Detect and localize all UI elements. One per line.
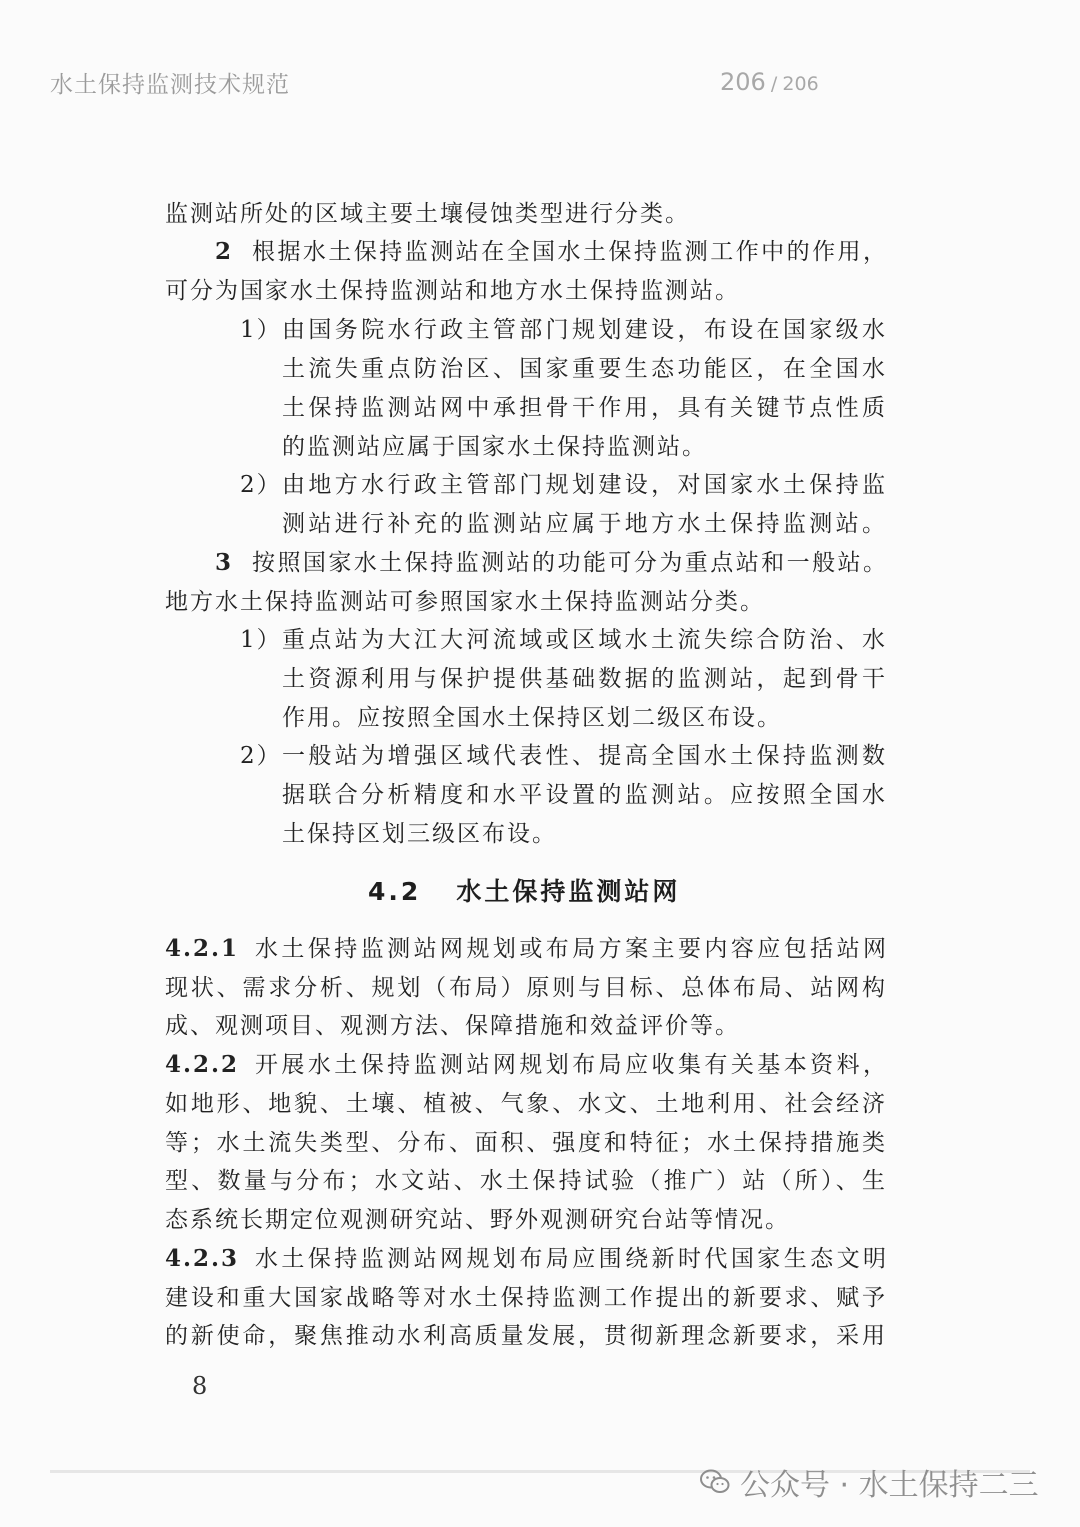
text-line: 等；水土流失类型、分布、面积、强度和特征；水土保持措施类 xyxy=(165,1130,887,1156)
sub-item-marker: 2） xyxy=(240,472,282,498)
text-line: 可分为国家水土保持监测站和地方水土保持监测站。 xyxy=(165,278,740,304)
text-line: 建设和重大国家战略等对水土保持监测工作提出的新要求、赋予 xyxy=(165,1285,887,1311)
text-line: 由国务院水行政主管部门规划建设，布设在国家级水 xyxy=(282,317,887,343)
text-line: 的新使命，聚焦推动水利高质量发展，贯彻新理念新要求，采用 xyxy=(165,1323,887,1349)
text-line: 地方水土保持监测站可参照国家水土保持监测站分类。 xyxy=(165,589,765,615)
wechat-icon xyxy=(700,1469,730,1495)
sub-item-marker: 2） xyxy=(240,743,282,769)
text-line: 按照国家水土保持监测站的功能可分为重点站和一般站。 xyxy=(252,550,888,576)
text-line: 监测站所处的区域主要土壤侵蚀类型进行分类。 xyxy=(165,201,690,227)
watermark xyxy=(700,1460,1039,1504)
text-line: 成、观测项目、观测方法、保障措施和效益评价等。 xyxy=(165,1013,740,1039)
text-line: 开展水土保持监测站网规划布局应收集有关基本资料， xyxy=(255,1052,888,1078)
page-counter xyxy=(720,68,819,96)
text-line: 土保持监测站网中承担骨干作用，具有关键节点性质 xyxy=(282,395,887,421)
text-line: 一般站为增强区域代表性、提高全国水土保持监测数 xyxy=(282,743,887,769)
text-line: 水土保持监测站网规划布局应围绕新时代国家生态文明 xyxy=(255,1246,888,1272)
text-line: 型、数量与分布；水文站、水土保持试验（推广）站（所）、生 xyxy=(165,1168,887,1194)
page-separator: / xyxy=(770,73,778,95)
text-line: 测站进行补充的监测站应属于地方水土保持监测站。 xyxy=(282,511,887,537)
text-line: 土流失重点防治区、国家重要生态功能区，在全国水 xyxy=(282,356,887,382)
text-line: 的监测站应属于国家水土保持监测站。 xyxy=(282,434,707,460)
clause-number: 4.2.2 xyxy=(165,1051,240,1078)
sub-item-marker: 1） xyxy=(240,317,282,343)
page-total: 206 xyxy=(782,73,819,95)
text-line: 作用。应按照全国水土保持区划二级区布设。 xyxy=(282,705,782,731)
text-line: 重点站为大江大河流域或区域水土流失综合防治、水 xyxy=(282,627,887,653)
item-number: 2 xyxy=(215,238,234,265)
page-current: 206 xyxy=(720,68,766,96)
section-number: 4.2 xyxy=(368,877,422,906)
text-line: 现状、需求分析、规划（布局）原则与目标、总体布局、站网构 xyxy=(165,975,887,1001)
sub-item-marker: 1） xyxy=(240,627,282,653)
section-heading xyxy=(368,872,680,908)
text-line: 根据水土保持监测站在全国水土保持监测工作中的作用， xyxy=(252,239,888,265)
item-number: 3 xyxy=(215,549,234,576)
text-line: 如地形、地貌、土壤、植被、气象、水文、土地利用、社会经济 xyxy=(165,1091,887,1117)
watermark-text: 公众号 · 水土保持二三 xyxy=(740,1468,1039,1503)
text-line: 土资源利用与保护提供基础数据的监测站，起到骨干 xyxy=(282,666,887,692)
text-line: 据联合分析精度和水平设置的监测站。应按照全国水 xyxy=(282,782,887,808)
clause-number: 4.2.3 xyxy=(165,1245,240,1272)
page-number: 8 xyxy=(192,1372,208,1400)
text-line: 由地方水行政主管部门规划建设，对国家水土保持监 xyxy=(282,472,887,498)
section-title: 水土保持监测站网 xyxy=(456,877,681,906)
clause-number: 4.2.1 xyxy=(165,935,240,962)
text-line: 态系统长期定位观测研究站、野外观测研究台站等情况。 xyxy=(165,1207,790,1233)
viewer-title: 水土保持监测技术规范 xyxy=(50,72,290,98)
text-line: 水土保持监测站网规划或布局方案主要内容应包括站网 xyxy=(255,936,888,962)
text-line: 土保持区划三级区布设。 xyxy=(282,821,557,847)
